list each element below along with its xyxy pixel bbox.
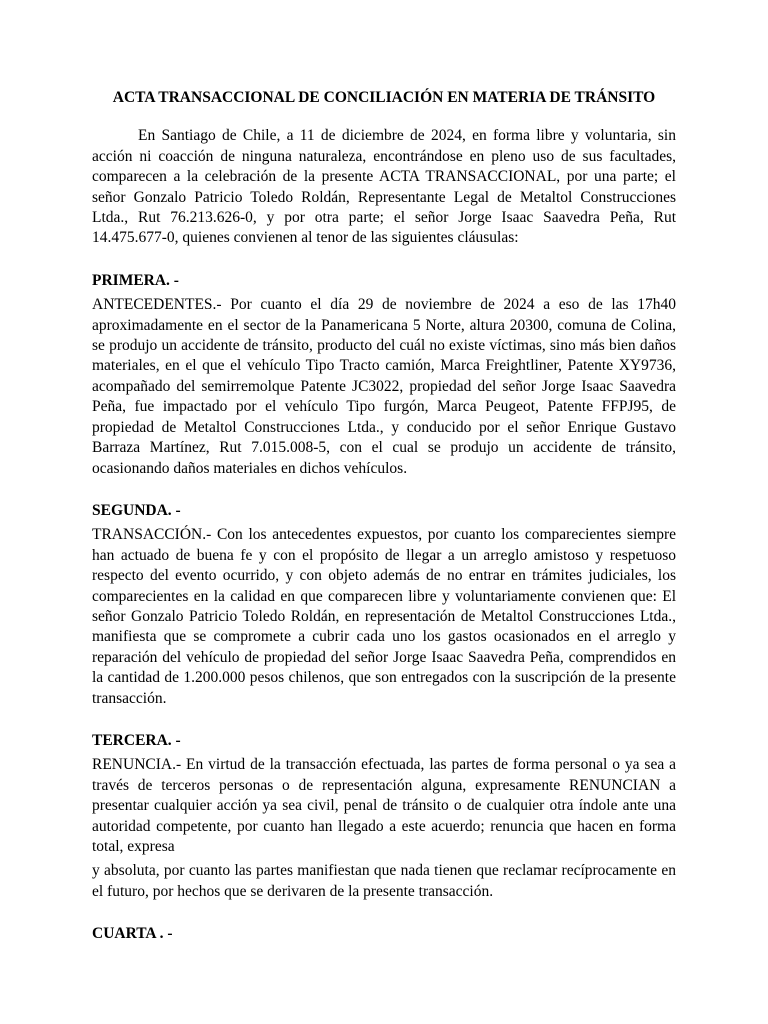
document-title: ACTA TRANSACCIONAL DE CONCILIACIÓN EN MATERIA DE TRÁNSITO [112,89,656,106]
section-paragraph-primera: ANTECEDENTES.- Por cuanto el día 29 de noviembre de 2024 a eso de las 17h40 aproximadamente en el sector de la Panamericana 5 Norte, altura 20300, comuna de Colina, se produjo un accidente de tránsito, producto del cuál no existe víctimas, sino más bien daños materiales, en el que el vehículo Tipo Tracto camión, Marca Freightliner, Patente XY9736, acompañado del semirremolque Patente JC3022, propiedad del señor Jorge Isaac Saavedra Peña, fue impactado por el vehículo Tipo furgón, Marca Peugeot, Patente FFPJ95, de propiedad de Metaltol Construcciones Ltda., y conducido por el señor Enrique Gustavo Barraza Martínez, Rut 7.015.008-5, con el cual se produjo un accidente de tránsito, ocasionando daños materiales en dichos vehículos. [92,296,676,477]
section-heading-segunda: SEGUNDA. - [92,501,181,519]
section-paragraph-tercera-2: y absoluta, por cuanto las partes manifiestan que nada tienen que reclamar recíprocamente en el futuro, por hechos que se derivaren de la presente transacción. [92,862,676,900]
section-paragraph-segunda: TRANSACCIÓN.- Con los antecedentes expuestos, por cuanto los comparecientes siempre han actuado de buena fe y con el propósito de llegar a un arreglo amistoso y respetuoso respecto del evento ocurrido, y con objeto además de no entrar en trámites judiciales, los comparecientes en la calidad en que comparecen libre y voluntariamente convienen que: El señor Gonzalo Patricio Toledo Roldán, en representación de Metaltol Construcciones Ltda., manifiesta que se compromete a cubrir cada uno los gastos ocasionados en el arreglo y reparación del vehículo de propiedad del señor Jorge Isaac Saavedra Peña, comprendidos en la cantidad de 1.200.000 pesos chilenos, que son entregados con la suscripción de la presente transacción. [92,526,676,707]
intro-paragraph: En Santiago de Chile, a 11 de diciembre de 2024, en forma libre y voluntaria, sin acción ni coacción de ninguna naturaleza, encontrándose en pleno uso de sus facultades, comparecen a la celebración de la presente ACTA TRANSACCIONAL, por una parte; el señor Gonzalo Patricio Toledo Roldán, Representante Legal de Metaltol Construcciones Ltda., Rut 76.213.626-0, y por otra parte; el señor Jorge Isaac Saavedra Peña, Rut 14.475.677-0, quienes convienen al tenor de las siguientes cláusulas: [92,127,676,247]
section-heading-tercera: TERCERA. - [92,731,181,749]
section-heading-primera: PRIMERA. - [92,271,179,289]
document-page [92,88,676,945]
section-paragraph-tercera-1: RENUNCIA.- En virtud de la transacción efectuada, las partes de forma personal o ya sea a través de terceros personas o de representación alguna, expresamente RENUNCIAN a presentar cualquier acción ya sea civil, penal de tránsito o de cualquier otra índole ante una autoridad competente, por cuanto han llegado a este acuerdo; renuncia que hacen en forma total, expresa [92,756,676,855]
section-heading-cuarta: CUARTA . - [92,925,173,943]
